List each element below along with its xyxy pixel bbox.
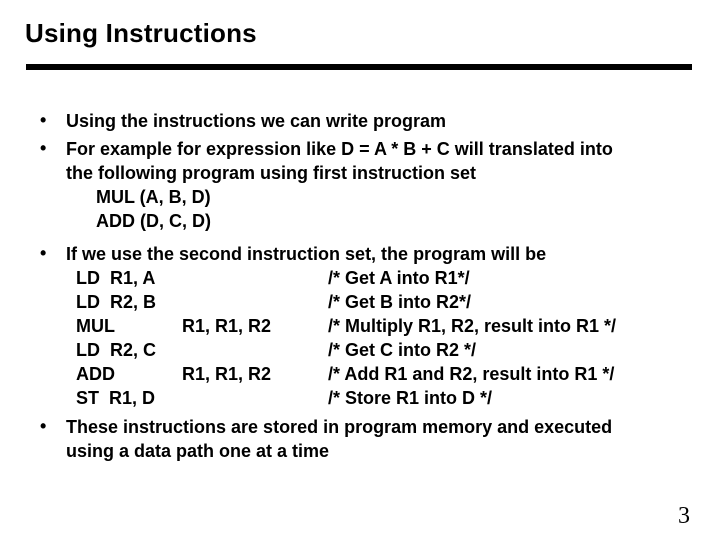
- program2-op: ST R1, D: [76, 388, 156, 408]
- program2-comment: /* Multiply R1, R2, result into R1 */: [328, 316, 617, 336]
- bullet-marker: •: [40, 138, 47, 158]
- program2-comment: /* Get B into R2*/: [328, 292, 472, 312]
- program2-op: ADD: [76, 364, 115, 384]
- bullet-4-line-2: using a data path one at a time: [66, 441, 330, 461]
- bullet-marker: •: [40, 243, 47, 263]
- slide-title: Using Instructions: [25, 18, 257, 48]
- bullet-2-line-2: the following program using first instruction set: [66, 163, 477, 183]
- program2-op: LD R1, A: [76, 268, 156, 288]
- program2-args: R1, R1, R2: [182, 364, 272, 384]
- program2-comment: /* Store R1 into D */: [328, 388, 493, 408]
- program2-args: R1, R1, R2: [182, 316, 272, 336]
- bullet-marker: •: [40, 416, 47, 436]
- bullet-1-line-1: Using the instructions we can write program: [66, 111, 447, 131]
- program2-comment: /* Get A into R1*/: [328, 268, 470, 288]
- program1-line-2: ADD (D, C, D): [96, 211, 211, 231]
- bullet-marker: •: [40, 110, 47, 130]
- program1-line-1: MUL (A, B, D): [96, 187, 211, 207]
- page-number: 3: [678, 503, 690, 529]
- program2-op: MUL: [76, 316, 115, 336]
- program2-comment: /* Add R1 and R2, result into R1 */: [328, 364, 615, 384]
- program2-op: LD R2, B: [76, 292, 157, 312]
- program2-op: LD R2, C: [76, 340, 157, 360]
- bullet-4-line-1: These instructions are stored in program memory and executed: [66, 417, 613, 437]
- bullet-3-line-1: If we use the second instruction set, the program will be: [66, 244, 547, 264]
- bullet-2-line-1: For example for expression like D = A * B + C will translated into: [66, 139, 613, 159]
- program2-comment: /* Get C into R2 */: [328, 340, 477, 360]
